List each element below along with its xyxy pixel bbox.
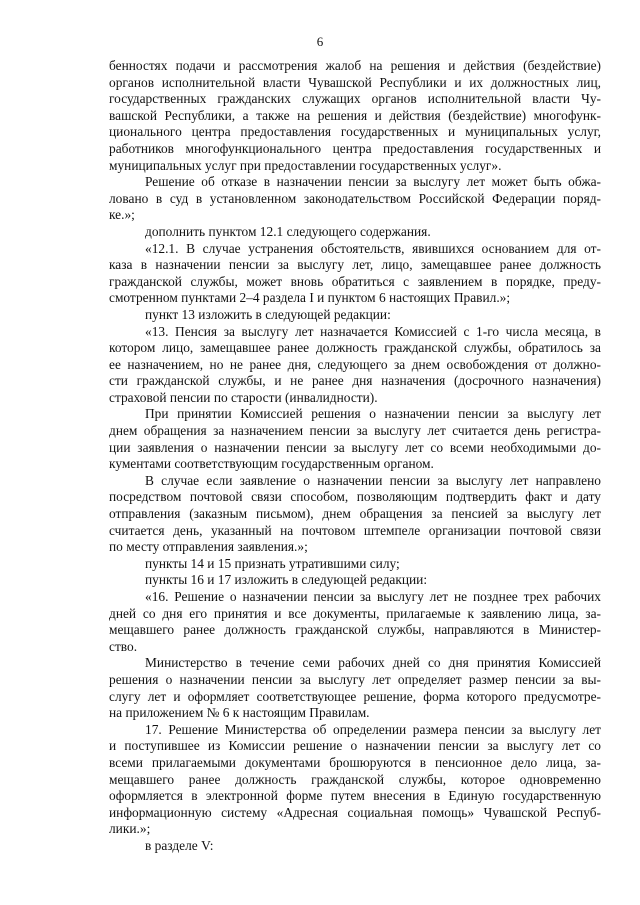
text-line: лики.»; bbox=[109, 821, 151, 837]
text-line: смотренном пунктами 2–4 раздела I и пунктом 6 настоящих Правил.»; bbox=[109, 290, 511, 306]
text-line: слугу лет и оформляет соответствующее решение, форма которого предусмотре- bbox=[109, 688, 601, 704]
text-line: каза в назначении пенсии за выслугу лет, лицо, замещавшее ранее должность bbox=[109, 257, 601, 273]
paragraph bbox=[109, 722, 601, 838]
text-line: ционального центра предоставления государственных и муниципальных услуг, bbox=[109, 124, 601, 140]
paragraph bbox=[109, 307, 601, 324]
paragraph bbox=[109, 324, 601, 407]
paragraph bbox=[109, 406, 601, 472]
text-line: считается день, указанный на почтовом штемпеле организации почтовой связи bbox=[109, 522, 601, 538]
text-line: и поступившее из Комиссии решение о назначении пенсии за выслугу лет со bbox=[109, 738, 601, 754]
text-line: «13. Пенсия за выслугу лет назначается Комиссией с 1-го числа месяца, в bbox=[145, 323, 601, 339]
text-line: Министерство в течение семи рабочих дней со дня принятия Комиссией bbox=[145, 655, 601, 671]
text-line: мещавшего ранее должность гражданской службы, направляются в Министер- bbox=[109, 622, 601, 638]
text-line: всеми прилагаемыми документами брошюруются в пенсионное дело лица, за- bbox=[109, 754, 601, 770]
text-line: ство. bbox=[109, 638, 138, 654]
text-line: ее назначением, но не ранее дня, следующего за днем освобождения от должно- bbox=[109, 356, 601, 372]
text-line: по месту отправления заявления.»; bbox=[109, 539, 308, 555]
text-line: кументами соответствующим государственным органом. bbox=[109, 456, 434, 472]
text-line: дней со дня его принятия и все документы, прилагаемые к заявлению лица, за- bbox=[109, 605, 601, 621]
text-line: ке.»; bbox=[109, 207, 135, 223]
paragraph bbox=[109, 58, 601, 174]
text-line: отправления (заказным письмом), днем обращения за пенсией за выслугу лет bbox=[109, 506, 601, 522]
text-line: дополнить пунктом 12.1 следующего содержания. bbox=[145, 223, 431, 239]
paragraph bbox=[109, 556, 601, 573]
paragraph bbox=[109, 224, 601, 241]
text-line: 17. Решение Министерства об определении размера пенсии за выслугу лет bbox=[145, 721, 601, 737]
text-line: органов исполнительной власти Чувашской Республики и их должностных лиц, bbox=[109, 74, 601, 90]
text-line: оформляется в электронной форме путем внесения в Единую государственную bbox=[109, 788, 601, 804]
text-line: посредством почтовой связи способом, позволяющим подтвердить факт и дату bbox=[109, 489, 601, 505]
document-body bbox=[109, 58, 601, 855]
text-line: Решение об отказе в назначении пенсии за выслугу лет может быть обжа- bbox=[145, 174, 601, 190]
text-line: страховой пенсии по старости (инвалидности). bbox=[109, 389, 378, 405]
text-line: «12.1. В случае устранения обстоятельств, явившихся основанием для от- bbox=[145, 240, 601, 256]
text-line: в разделе V: bbox=[145, 837, 214, 853]
text-line: сти гражданской службы, и не ранее дня назначения (досрочного назначения) bbox=[109, 373, 601, 389]
text-line: информационную систему «Адресная социальная помощь» Чувашской Респуб- bbox=[109, 804, 601, 820]
paragraph bbox=[109, 174, 601, 224]
paragraph bbox=[109, 655, 601, 721]
text-line: днем обращения за назначением пенсии за выслугу лет считается день регистра- bbox=[109, 423, 601, 439]
paragraph bbox=[109, 241, 601, 307]
text-line: пункты 16 и 17 изложить в следующей редакции: bbox=[145, 572, 428, 588]
text-line: бенностях подачи и рассмотрения жалоб на решения и действия (бездействие) bbox=[109, 58, 601, 73]
text-line: мещавшего ранее должность гражданской службы, которое одновременно bbox=[109, 771, 601, 787]
text-line: вашской Республики, а также на решения и действия (бездействие) многофунк- bbox=[109, 107, 601, 123]
text-line: на приложением № 6 к настоящим Правилам. bbox=[109, 705, 370, 721]
text-line: В случае если заявление о назначении пенсии за выслугу лет направлено bbox=[145, 472, 601, 488]
text-line: муниципальных услуг при предоставлении государственных услуг». bbox=[109, 157, 502, 173]
text-line: ции заявления о назначении пенсии за выслугу лет со всеми необходимыми до- bbox=[109, 439, 601, 455]
paragraph bbox=[109, 473, 601, 556]
text-line: пункт 13 изложить в следующей редакции: bbox=[145, 306, 391, 322]
paragraph bbox=[109, 589, 601, 655]
text-line: работников многофункционального центра предоставления государственных и bbox=[109, 140, 601, 156]
text-line: пункты 14 и 15 признать утратившими силу; bbox=[145, 555, 400, 571]
text-line: ловано в суд в установленном законодательством Российской Федерации поряд- bbox=[109, 190, 601, 206]
text-line: котором лицо, замещавшее ранее должность гражданской службы, обратилось за bbox=[109, 340, 601, 356]
paragraph bbox=[109, 838, 601, 855]
text-line: При принятии Комиссией решения о назначении пенсии за выслугу лет bbox=[145, 406, 601, 422]
paragraph bbox=[109, 572, 601, 589]
page-number: 6 bbox=[316, 34, 324, 49]
text-line: гражданской службы, может вновь обратиться с заявлением в порядке, преду- bbox=[109, 273, 601, 289]
text-line: «16. Решение о назначении пенсии за выслугу лет не позднее трех рабочих bbox=[145, 589, 601, 604]
text-line: государственных гражданских служащих органов исполнительной власти Чу- bbox=[109, 91, 601, 107]
text-line: решения о назначении пенсии за выслугу лет определяет размер пенсии за вы- bbox=[109, 671, 601, 687]
